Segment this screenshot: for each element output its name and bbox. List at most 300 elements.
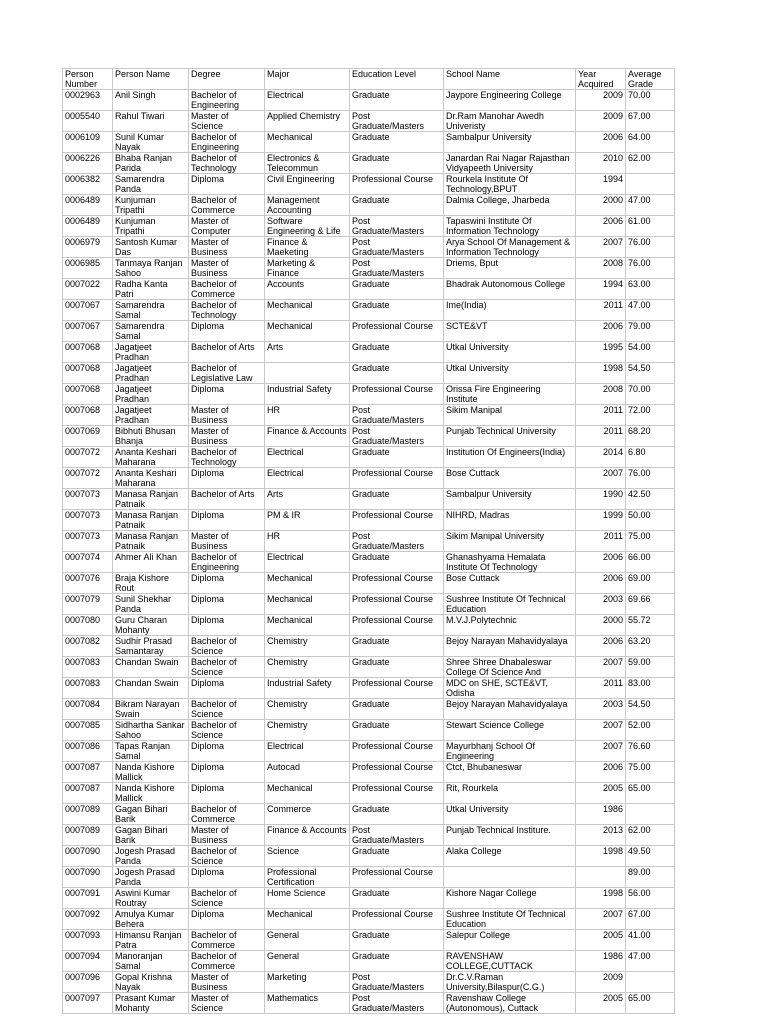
average-grade-cell[interactable]: 54.00 — [626, 342, 675, 363]
average-grade-cell[interactable]: 76.00 — [626, 468, 675, 489]
year-acquired-cell[interactable]: 2013 — [576, 825, 626, 846]
year-acquired-cell[interactable]: 1995 — [576, 342, 626, 363]
year-acquired-cell[interactable]: 2011 — [576, 405, 626, 426]
education-level-cell[interactable]: Graduate — [350, 552, 444, 573]
person-name-cell[interactable]: Jagatjeet Pradhan — [113, 384, 189, 405]
degree-cell[interactable]: Diploma — [189, 573, 265, 594]
average-grade-cell[interactable]: 50.00 — [626, 510, 675, 531]
person-number-cell[interactable]: 0007087 — [63, 783, 113, 804]
person-number-cell[interactable]: 0007085 — [63, 720, 113, 741]
year-acquired-cell[interactable]: 2000 — [576, 195, 626, 216]
degree-cell[interactable]: Diploma — [189, 678, 265, 699]
year-acquired-cell[interactable]: 1986 — [576, 951, 626, 972]
degree-cell[interactable]: Bachelor of Arts — [189, 489, 265, 510]
year-acquired-cell[interactable]: 1998 — [576, 888, 626, 909]
education-level-cell[interactable]: Post Graduate/Masters — [350, 237, 444, 258]
degree-cell[interactable]: Diploma — [189, 594, 265, 615]
person-name-cell[interactable]: Manasa Ranjan Patnaik — [113, 510, 189, 531]
degree-cell[interactable]: Bachelor of Engineering — [189, 132, 265, 153]
person-name-cell[interactable]: Kunjuman Tripathi — [113, 195, 189, 216]
average-grade-cell[interactable]: 6.80 — [626, 447, 675, 468]
average-grade-cell[interactable]: 64.00 — [626, 132, 675, 153]
column-header[interactable]: Average Grade — [626, 69, 675, 90]
school-name-cell[interactable]: Bose Cuttack — [444, 468, 576, 489]
major-cell[interactable]: General — [265, 930, 350, 951]
average-grade-cell[interactable]: 79.00 — [626, 321, 675, 342]
year-acquired-cell[interactable]: 2010 — [576, 153, 626, 174]
person-number-cell[interactable]: 0007089 — [63, 825, 113, 846]
major-cell[interactable]: Industrial Safety — [265, 384, 350, 405]
school-name-cell[interactable]: Alaka College — [444, 846, 576, 867]
average-grade-cell[interactable]: 75.00 — [626, 531, 675, 552]
person-number-cell[interactable]: 0007068 — [63, 405, 113, 426]
person-number-cell[interactable]: 0007084 — [63, 699, 113, 720]
person-number-cell[interactable]: 0007093 — [63, 930, 113, 951]
major-cell[interactable]: Mechanical — [265, 594, 350, 615]
major-cell[interactable]: Professional Certification — [265, 867, 350, 888]
school-name-cell[interactable]: Salepur College — [444, 930, 576, 951]
major-cell[interactable]: Arts — [265, 342, 350, 363]
average-grade-cell[interactable]: 54.50 — [626, 699, 675, 720]
average-grade-cell[interactable]: 47.00 — [626, 300, 675, 321]
school-name-cell[interactable]: Sambalpur University — [444, 132, 576, 153]
year-acquired-cell[interactable]: 2011 — [576, 300, 626, 321]
average-grade-cell[interactable]: 41.00 — [626, 930, 675, 951]
major-cell[interactable]: Commerce — [265, 804, 350, 825]
person-number-cell[interactable]: 0007074 — [63, 552, 113, 573]
year-acquired-cell[interactable]: 2005 — [576, 993, 626, 1014]
person-name-cell[interactable]: Jogesh Prasad Panda — [113, 846, 189, 867]
person-number-cell[interactable]: 0007097 — [63, 993, 113, 1014]
degree-cell[interactable]: Diploma — [189, 615, 265, 636]
average-grade-cell[interactable]: 62.00 — [626, 153, 675, 174]
person-number-cell[interactable]: 0007086 — [63, 741, 113, 762]
average-grade-cell[interactable]: 69.00 — [626, 573, 675, 594]
person-number-cell[interactable]: 0006109 — [63, 132, 113, 153]
major-cell[interactable]: Chemistry — [265, 720, 350, 741]
major-cell[interactable]: Electronics & Telecommun — [265, 153, 350, 174]
school-name-cell[interactable]: Utkal University — [444, 342, 576, 363]
major-cell[interactable]: Chemistry — [265, 699, 350, 720]
major-cell[interactable]: HR — [265, 531, 350, 552]
year-acquired-cell[interactable]: 1998 — [576, 846, 626, 867]
person-name-cell[interactable]: Bibhuti Bhusan Bhanja — [113, 426, 189, 447]
average-grade-cell[interactable]: 76.60 — [626, 741, 675, 762]
major-cell[interactable]: Mechanical — [265, 132, 350, 153]
person-number-cell[interactable]: 0007068 — [63, 342, 113, 363]
education-level-cell[interactable]: Professional Course — [350, 573, 444, 594]
major-cell[interactable]: Home Science — [265, 888, 350, 909]
education-level-cell[interactable]: Post Graduate/Masters — [350, 111, 444, 132]
person-number-cell[interactable]: 0006226 — [63, 153, 113, 174]
education-level-cell[interactable]: Graduate — [350, 489, 444, 510]
degree-cell[interactable]: Bachelor of Commerce — [189, 804, 265, 825]
education-level-cell[interactable]: Professional Course — [350, 594, 444, 615]
person-number-cell[interactable]: 0007072 — [63, 468, 113, 489]
year-acquired-cell[interactable]: 2006 — [576, 132, 626, 153]
school-name-cell[interactable]: Sikim Manipal — [444, 405, 576, 426]
year-acquired-cell[interactable]: 2000 — [576, 615, 626, 636]
school-name-cell[interactable]: Bose Cuttack — [444, 573, 576, 594]
school-name-cell[interactable]: Driems, Bput — [444, 258, 576, 279]
major-cell[interactable]: Mechanical — [265, 321, 350, 342]
average-grade-cell[interactable]: 69.66 — [626, 594, 675, 615]
person-number-cell[interactable]: 0007022 — [63, 279, 113, 300]
year-acquired-cell[interactable]: 2014 — [576, 447, 626, 468]
degree-cell[interactable]: Bachelor of Commerce — [189, 279, 265, 300]
degree-cell[interactable]: Diploma — [189, 909, 265, 930]
degree-cell[interactable]: Master of Business — [189, 825, 265, 846]
school-name-cell[interactable]: Stewart Science College — [444, 720, 576, 741]
average-grade-cell[interactable]: 42.50 — [626, 489, 675, 510]
year-acquired-cell[interactable]: 2007 — [576, 468, 626, 489]
person-name-cell[interactable]: Manasa Ranjan Patnaik — [113, 489, 189, 510]
degree-cell[interactable]: Bachelor of Engineering — [189, 552, 265, 573]
education-level-cell[interactable]: Professional Course — [350, 741, 444, 762]
education-level-cell[interactable]: Post Graduate/Masters — [350, 258, 444, 279]
major-cell[interactable]: Mechanical — [265, 909, 350, 930]
degree-cell[interactable]: Bachelor of Commerce — [189, 195, 265, 216]
education-level-cell[interactable]: Graduate — [350, 153, 444, 174]
year-acquired-cell[interactable]: 2011 — [576, 678, 626, 699]
person-number-cell[interactable]: 0007068 — [63, 384, 113, 405]
year-acquired-cell[interactable]: 2009 — [576, 972, 626, 993]
person-number-cell[interactable]: 0006979 — [63, 237, 113, 258]
person-number-cell[interactable]: 0007094 — [63, 951, 113, 972]
major-cell[interactable]: Electrical — [265, 741, 350, 762]
major-cell[interactable]: Mechanical — [265, 615, 350, 636]
degree-cell[interactable]: Diploma — [189, 867, 265, 888]
average-grade-cell[interactable]: 62.00 — [626, 825, 675, 846]
average-grade-cell[interactable] — [626, 804, 675, 825]
degree-cell[interactable]: Master of Business — [189, 237, 265, 258]
education-level-cell[interactable]: Graduate — [350, 930, 444, 951]
person-name-cell[interactable]: Manasa Ranjan Patnaik — [113, 531, 189, 552]
person-name-cell[interactable]: Tanmaya Ranjan Sahoo — [113, 258, 189, 279]
school-name-cell[interactable]: Bhadrak Autonomous College — [444, 279, 576, 300]
education-level-cell[interactable]: Graduate — [350, 846, 444, 867]
person-name-cell[interactable]: Amulya Kumar Behera — [113, 909, 189, 930]
education-level-cell[interactable]: Professional Course — [350, 615, 444, 636]
degree-cell[interactable]: Bachelor of Commerce — [189, 951, 265, 972]
education-level-cell[interactable]: Graduate — [350, 90, 444, 111]
education-level-cell[interactable]: Post Graduate/Masters — [350, 825, 444, 846]
person-number-cell[interactable]: 0007092 — [63, 909, 113, 930]
average-grade-cell[interactable]: 49.50 — [626, 846, 675, 867]
school-name-cell[interactable]: Dalmia College, Jharbeda — [444, 195, 576, 216]
average-grade-cell[interactable]: 59.00 — [626, 657, 675, 678]
person-name-cell[interactable]: Prasant Kumar Mohanty — [113, 993, 189, 1014]
year-acquired-cell[interactable]: 2008 — [576, 384, 626, 405]
school-name-cell[interactable]: NIHRD, Madras — [444, 510, 576, 531]
education-level-cell[interactable]: Post Graduate/Masters — [350, 531, 444, 552]
year-acquired-cell[interactable]: 2003 — [576, 594, 626, 615]
year-acquired-cell[interactable]: 2009 — [576, 90, 626, 111]
year-acquired-cell[interactable]: 1986 — [576, 804, 626, 825]
year-acquired-cell[interactable]: 2005 — [576, 783, 626, 804]
school-name-cell[interactable]: Bejoy Narayan Mahavidyalaya — [444, 699, 576, 720]
year-acquired-cell[interactable]: 2011 — [576, 426, 626, 447]
degree-cell[interactable]: Master of Business — [189, 531, 265, 552]
education-level-cell[interactable]: Graduate — [350, 636, 444, 657]
degree-cell[interactable]: Master of Computer — [189, 216, 265, 237]
average-grade-cell[interactable]: 68.20 — [626, 426, 675, 447]
person-number-cell[interactable]: 0007083 — [63, 678, 113, 699]
person-name-cell[interactable]: Ananta Keshari Maharana — [113, 447, 189, 468]
major-cell[interactable]: Marketing & Finance — [265, 258, 350, 279]
average-grade-cell[interactable]: 61.00 — [626, 216, 675, 237]
average-grade-cell[interactable]: 83.00 — [626, 678, 675, 699]
education-level-cell[interactable]: Professional Course — [350, 762, 444, 783]
education-level-cell[interactable]: Professional Course — [350, 384, 444, 405]
column-header[interactable]: Person Number — [63, 69, 113, 90]
person-name-cell[interactable]: Anil Singh — [113, 90, 189, 111]
person-number-cell[interactable]: 0007083 — [63, 657, 113, 678]
column-header[interactable]: Person Name — [113, 69, 189, 90]
education-level-cell[interactable]: Post Graduate/Masters — [350, 993, 444, 1014]
person-name-cell[interactable]: Samarendra Samal — [113, 321, 189, 342]
year-acquired-cell[interactable]: 2006 — [576, 636, 626, 657]
school-name-cell[interactable]: SCTE&VT — [444, 321, 576, 342]
school-name-cell[interactable]: Ravenshaw College (Autonomous), Cuttack — [444, 993, 576, 1014]
education-level-cell[interactable]: Professional Course — [350, 783, 444, 804]
year-acquired-cell[interactable]: 1994 — [576, 279, 626, 300]
major-cell[interactable]: PM & IR — [265, 510, 350, 531]
year-acquired-cell[interactable]: 2006 — [576, 552, 626, 573]
average-grade-cell[interactable]: 70.00 — [626, 384, 675, 405]
degree-cell[interactable]: Master of Business — [189, 972, 265, 993]
average-grade-cell[interactable]: 65.00 — [626, 783, 675, 804]
school-name-cell[interactable]: Dr.C.V.Raman University,Bilaspur(C.G.) — [444, 972, 576, 993]
degree-cell[interactable]: Master of Business — [189, 405, 265, 426]
person-name-cell[interactable]: Rahul Tiwari — [113, 111, 189, 132]
major-cell[interactable]: Chemistry — [265, 636, 350, 657]
education-level-cell[interactable]: Graduate — [350, 888, 444, 909]
school-name-cell[interactable]: Dr.Ram Manohar Awedh Univeristy — [444, 111, 576, 132]
school-name-cell[interactable]: Ime(India) — [444, 300, 576, 321]
person-name-cell[interactable]: Jagatjeet Pradhan — [113, 342, 189, 363]
person-number-cell[interactable]: 0007067 — [63, 321, 113, 342]
year-acquired-cell[interactable]: 2006 — [576, 216, 626, 237]
year-acquired-cell[interactable] — [576, 867, 626, 888]
major-cell[interactable]: Electrical — [265, 468, 350, 489]
year-acquired-cell[interactable]: 2006 — [576, 321, 626, 342]
person-name-cell[interactable]: Sudhir Prasad Samantaray — [113, 636, 189, 657]
degree-cell[interactable]: Diploma — [189, 762, 265, 783]
person-number-cell[interactable]: 0007090 — [63, 867, 113, 888]
major-cell[interactable]: Mechanical — [265, 783, 350, 804]
person-number-cell[interactable]: 0007091 — [63, 888, 113, 909]
education-level-cell[interactable]: Graduate — [350, 279, 444, 300]
education-level-cell[interactable]: Post Graduate/Masters — [350, 972, 444, 993]
education-level-cell[interactable]: Post Graduate/Masters — [350, 426, 444, 447]
school-name-cell[interactable]: MDC on SHE, SCTE&VT, Odisha — [444, 678, 576, 699]
person-name-cell[interactable]: Kunjuman Tripathi — [113, 216, 189, 237]
year-acquired-cell[interactable]: 2007 — [576, 720, 626, 741]
average-grade-cell[interactable]: 55.72 — [626, 615, 675, 636]
year-acquired-cell[interactable]: 2006 — [576, 762, 626, 783]
person-name-cell[interactable]: Ahmer Ali Khan — [113, 552, 189, 573]
average-grade-cell[interactable]: 54.50 — [626, 363, 675, 384]
education-level-cell[interactable]: Graduate — [350, 951, 444, 972]
major-cell[interactable]: Civil Engineering — [265, 174, 350, 195]
person-number-cell[interactable]: 0007076 — [63, 573, 113, 594]
year-acquired-cell[interactable]: 1994 — [576, 174, 626, 195]
person-name-cell[interactable]: Aswini Kumar Routray — [113, 888, 189, 909]
person-number-cell[interactable]: 0007073 — [63, 489, 113, 510]
person-number-cell[interactable]: 0007087 — [63, 762, 113, 783]
major-cell[interactable]: Accounts — [265, 279, 350, 300]
person-name-cell[interactable]: Sidhartha Sankar Sahoo — [113, 720, 189, 741]
education-level-cell[interactable]: Professional Course — [350, 867, 444, 888]
major-cell[interactable]: Electrical — [265, 90, 350, 111]
school-name-cell[interactable]: Punjab Technical University — [444, 426, 576, 447]
major-cell[interactable] — [265, 363, 350, 384]
person-number-cell[interactable]: 0007096 — [63, 972, 113, 993]
person-name-cell[interactable]: Gagan Bihari Barik — [113, 804, 189, 825]
person-name-cell[interactable]: Chandan Swain — [113, 657, 189, 678]
person-name-cell[interactable]: Samarendra Panda — [113, 174, 189, 195]
degree-cell[interactable]: Bachelor of Commerce — [189, 930, 265, 951]
major-cell[interactable]: Mathematics — [265, 993, 350, 1014]
degree-cell[interactable]: Bachelor of Science — [189, 846, 265, 867]
major-cell[interactable]: Marketing — [265, 972, 350, 993]
education-level-cell[interactable]: Professional Course — [350, 468, 444, 489]
degree-cell[interactable]: Bachelor of Legislative Law — [189, 363, 265, 384]
degree-cell[interactable]: Bachelor of Science — [189, 720, 265, 741]
degree-cell[interactable]: Bachelor of Science — [189, 888, 265, 909]
year-acquired-cell[interactable]: 2005 — [576, 930, 626, 951]
education-level-cell[interactable]: Professional Course — [350, 510, 444, 531]
school-name-cell[interactable]: RAVENSHAW COLLEGE,CUTTACK — [444, 951, 576, 972]
major-cell[interactable]: Mechanical — [265, 573, 350, 594]
school-name-cell[interactable]: Tapaswini Institute Of Information Technology — [444, 216, 576, 237]
year-acquired-cell[interactable]: 2007 — [576, 657, 626, 678]
person-number-cell[interactable]: 0006489 — [63, 195, 113, 216]
school-name-cell[interactable]: M.V.J.Polytechnic — [444, 615, 576, 636]
major-cell[interactable]: Finance & Maeketing — [265, 237, 350, 258]
degree-cell[interactable]: Bachelor of Science — [189, 636, 265, 657]
education-level-cell[interactable]: Graduate — [350, 195, 444, 216]
degree-cell[interactable]: Diploma — [189, 783, 265, 804]
column-header[interactable]: School Name — [444, 69, 576, 90]
degree-cell[interactable]: Diploma — [189, 510, 265, 531]
major-cell[interactable]: Software Engineering & Life — [265, 216, 350, 237]
school-name-cell[interactable]: Ghanashyama Hemalata Institute Of Technology — [444, 552, 576, 573]
degree-cell[interactable]: Bachelor of Arts — [189, 342, 265, 363]
degree-cell[interactable]: Diploma — [189, 384, 265, 405]
education-level-cell[interactable]: Graduate — [350, 447, 444, 468]
major-cell[interactable]: Autocad — [265, 762, 350, 783]
degree-cell[interactable]: Master of Science — [189, 111, 265, 132]
education-level-cell[interactable]: Graduate — [350, 720, 444, 741]
major-cell[interactable]: Applied Chemistry — [265, 111, 350, 132]
education-level-cell[interactable]: Graduate — [350, 804, 444, 825]
person-name-cell[interactable]: Sunil Shekhar Panda — [113, 594, 189, 615]
major-cell[interactable]: HR — [265, 405, 350, 426]
average-grade-cell[interactable]: 56.00 — [626, 888, 675, 909]
school-name-cell[interactable]: Institution Of Engineers(India) — [444, 447, 576, 468]
year-acquired-cell[interactable]: 2011 — [576, 531, 626, 552]
major-cell[interactable]: Chemistry — [265, 657, 350, 678]
major-cell[interactable]: Electrical — [265, 552, 350, 573]
school-name-cell[interactable]: Jaypore Engineering College — [444, 90, 576, 111]
year-acquired-cell[interactable]: 2006 — [576, 573, 626, 594]
major-cell[interactable]: Industrial Safety — [265, 678, 350, 699]
person-number-cell[interactable]: 0007073 — [63, 531, 113, 552]
person-name-cell[interactable]: Santosh Kumar Das — [113, 237, 189, 258]
major-cell[interactable]: General — [265, 951, 350, 972]
person-name-cell[interactable]: Sunil Kumar Nayak — [113, 132, 189, 153]
degree-cell[interactable]: Diploma — [189, 174, 265, 195]
person-name-cell[interactable]: Jagatjeet Pradhan — [113, 363, 189, 384]
person-number-cell[interactable]: 0006382 — [63, 174, 113, 195]
education-level-cell[interactable]: Graduate — [350, 657, 444, 678]
education-level-cell[interactable]: Professional Course — [350, 174, 444, 195]
school-name-cell[interactable]: Utkal University — [444, 804, 576, 825]
school-name-cell[interactable]: Kishore Nagar College — [444, 888, 576, 909]
person-name-cell[interactable]: Himansu Ranjan Patra — [113, 930, 189, 951]
degree-cell[interactable]: Bachelor of Science — [189, 657, 265, 678]
person-number-cell[interactable]: 0007090 — [63, 846, 113, 867]
major-cell[interactable]: Electrical — [265, 447, 350, 468]
major-cell[interactable]: Arts — [265, 489, 350, 510]
column-header[interactable]: Degree — [189, 69, 265, 90]
person-name-cell[interactable]: Bhaba Ranjan Parida — [113, 153, 189, 174]
education-level-cell[interactable]: Graduate — [350, 132, 444, 153]
school-name-cell[interactable]: Shree Shree Dhabaleswar College Of Science And — [444, 657, 576, 678]
person-number-cell[interactable]: 0007079 — [63, 594, 113, 615]
major-cell[interactable]: Management Accounting — [265, 195, 350, 216]
education-level-cell[interactable]: Post Graduate/Masters — [350, 405, 444, 426]
degree-cell[interactable]: Master of Business — [189, 258, 265, 279]
education-level-cell[interactable]: Graduate — [350, 363, 444, 384]
major-cell[interactable]: Mechanical — [265, 300, 350, 321]
year-acquired-cell[interactable]: 1990 — [576, 489, 626, 510]
person-name-cell[interactable]: Jogesh Prasad Panda — [113, 867, 189, 888]
major-cell[interactable]: Finance & Accounts — [265, 825, 350, 846]
average-grade-cell[interactable]: 66.00 — [626, 552, 675, 573]
person-number-cell[interactable]: 0006489 — [63, 216, 113, 237]
person-number-cell[interactable]: 0007072 — [63, 447, 113, 468]
average-grade-cell[interactable]: 47.00 — [626, 195, 675, 216]
major-cell[interactable]: Finance & Accounts — [265, 426, 350, 447]
degree-cell[interactable]: Diploma — [189, 468, 265, 489]
person-number-cell[interactable]: 0007089 — [63, 804, 113, 825]
person-number-cell[interactable]: 0007082 — [63, 636, 113, 657]
average-grade-cell[interactable] — [626, 972, 675, 993]
school-name-cell[interactable]: Rourkela Institute Of Technology,BPUT — [444, 174, 576, 195]
degree-cell[interactable]: Bachelor of Engineering — [189, 90, 265, 111]
year-acquired-cell[interactable]: 2009 — [576, 111, 626, 132]
year-acquired-cell[interactable]: 1999 — [576, 510, 626, 531]
education-level-cell[interactable]: Graduate — [350, 699, 444, 720]
school-name-cell[interactable]: Janardan Rai Nagar Rajasthan Vidyapeeth University — [444, 153, 576, 174]
person-number-cell[interactable]: 0006985 — [63, 258, 113, 279]
average-grade-cell[interactable] — [626, 174, 675, 195]
average-grade-cell[interactable]: 52.00 — [626, 720, 675, 741]
average-grade-cell[interactable]: 70.00 — [626, 90, 675, 111]
person-name-cell[interactable]: Tapas Ranjan Samal — [113, 741, 189, 762]
school-name-cell[interactable]: Sikim Manipal University — [444, 531, 576, 552]
degree-cell[interactable]: Bachelor of Technology — [189, 300, 265, 321]
degree-cell[interactable]: Diploma — [189, 321, 265, 342]
person-name-cell[interactable]: Chandan Swain — [113, 678, 189, 699]
school-name-cell[interactable]: Bejoy Narayan Mahavidyalaya — [444, 636, 576, 657]
average-grade-cell[interactable]: 76.00 — [626, 258, 675, 279]
average-grade-cell[interactable]: 89.00 — [626, 867, 675, 888]
person-name-cell[interactable]: Nanda Kishore Mallick — [113, 783, 189, 804]
